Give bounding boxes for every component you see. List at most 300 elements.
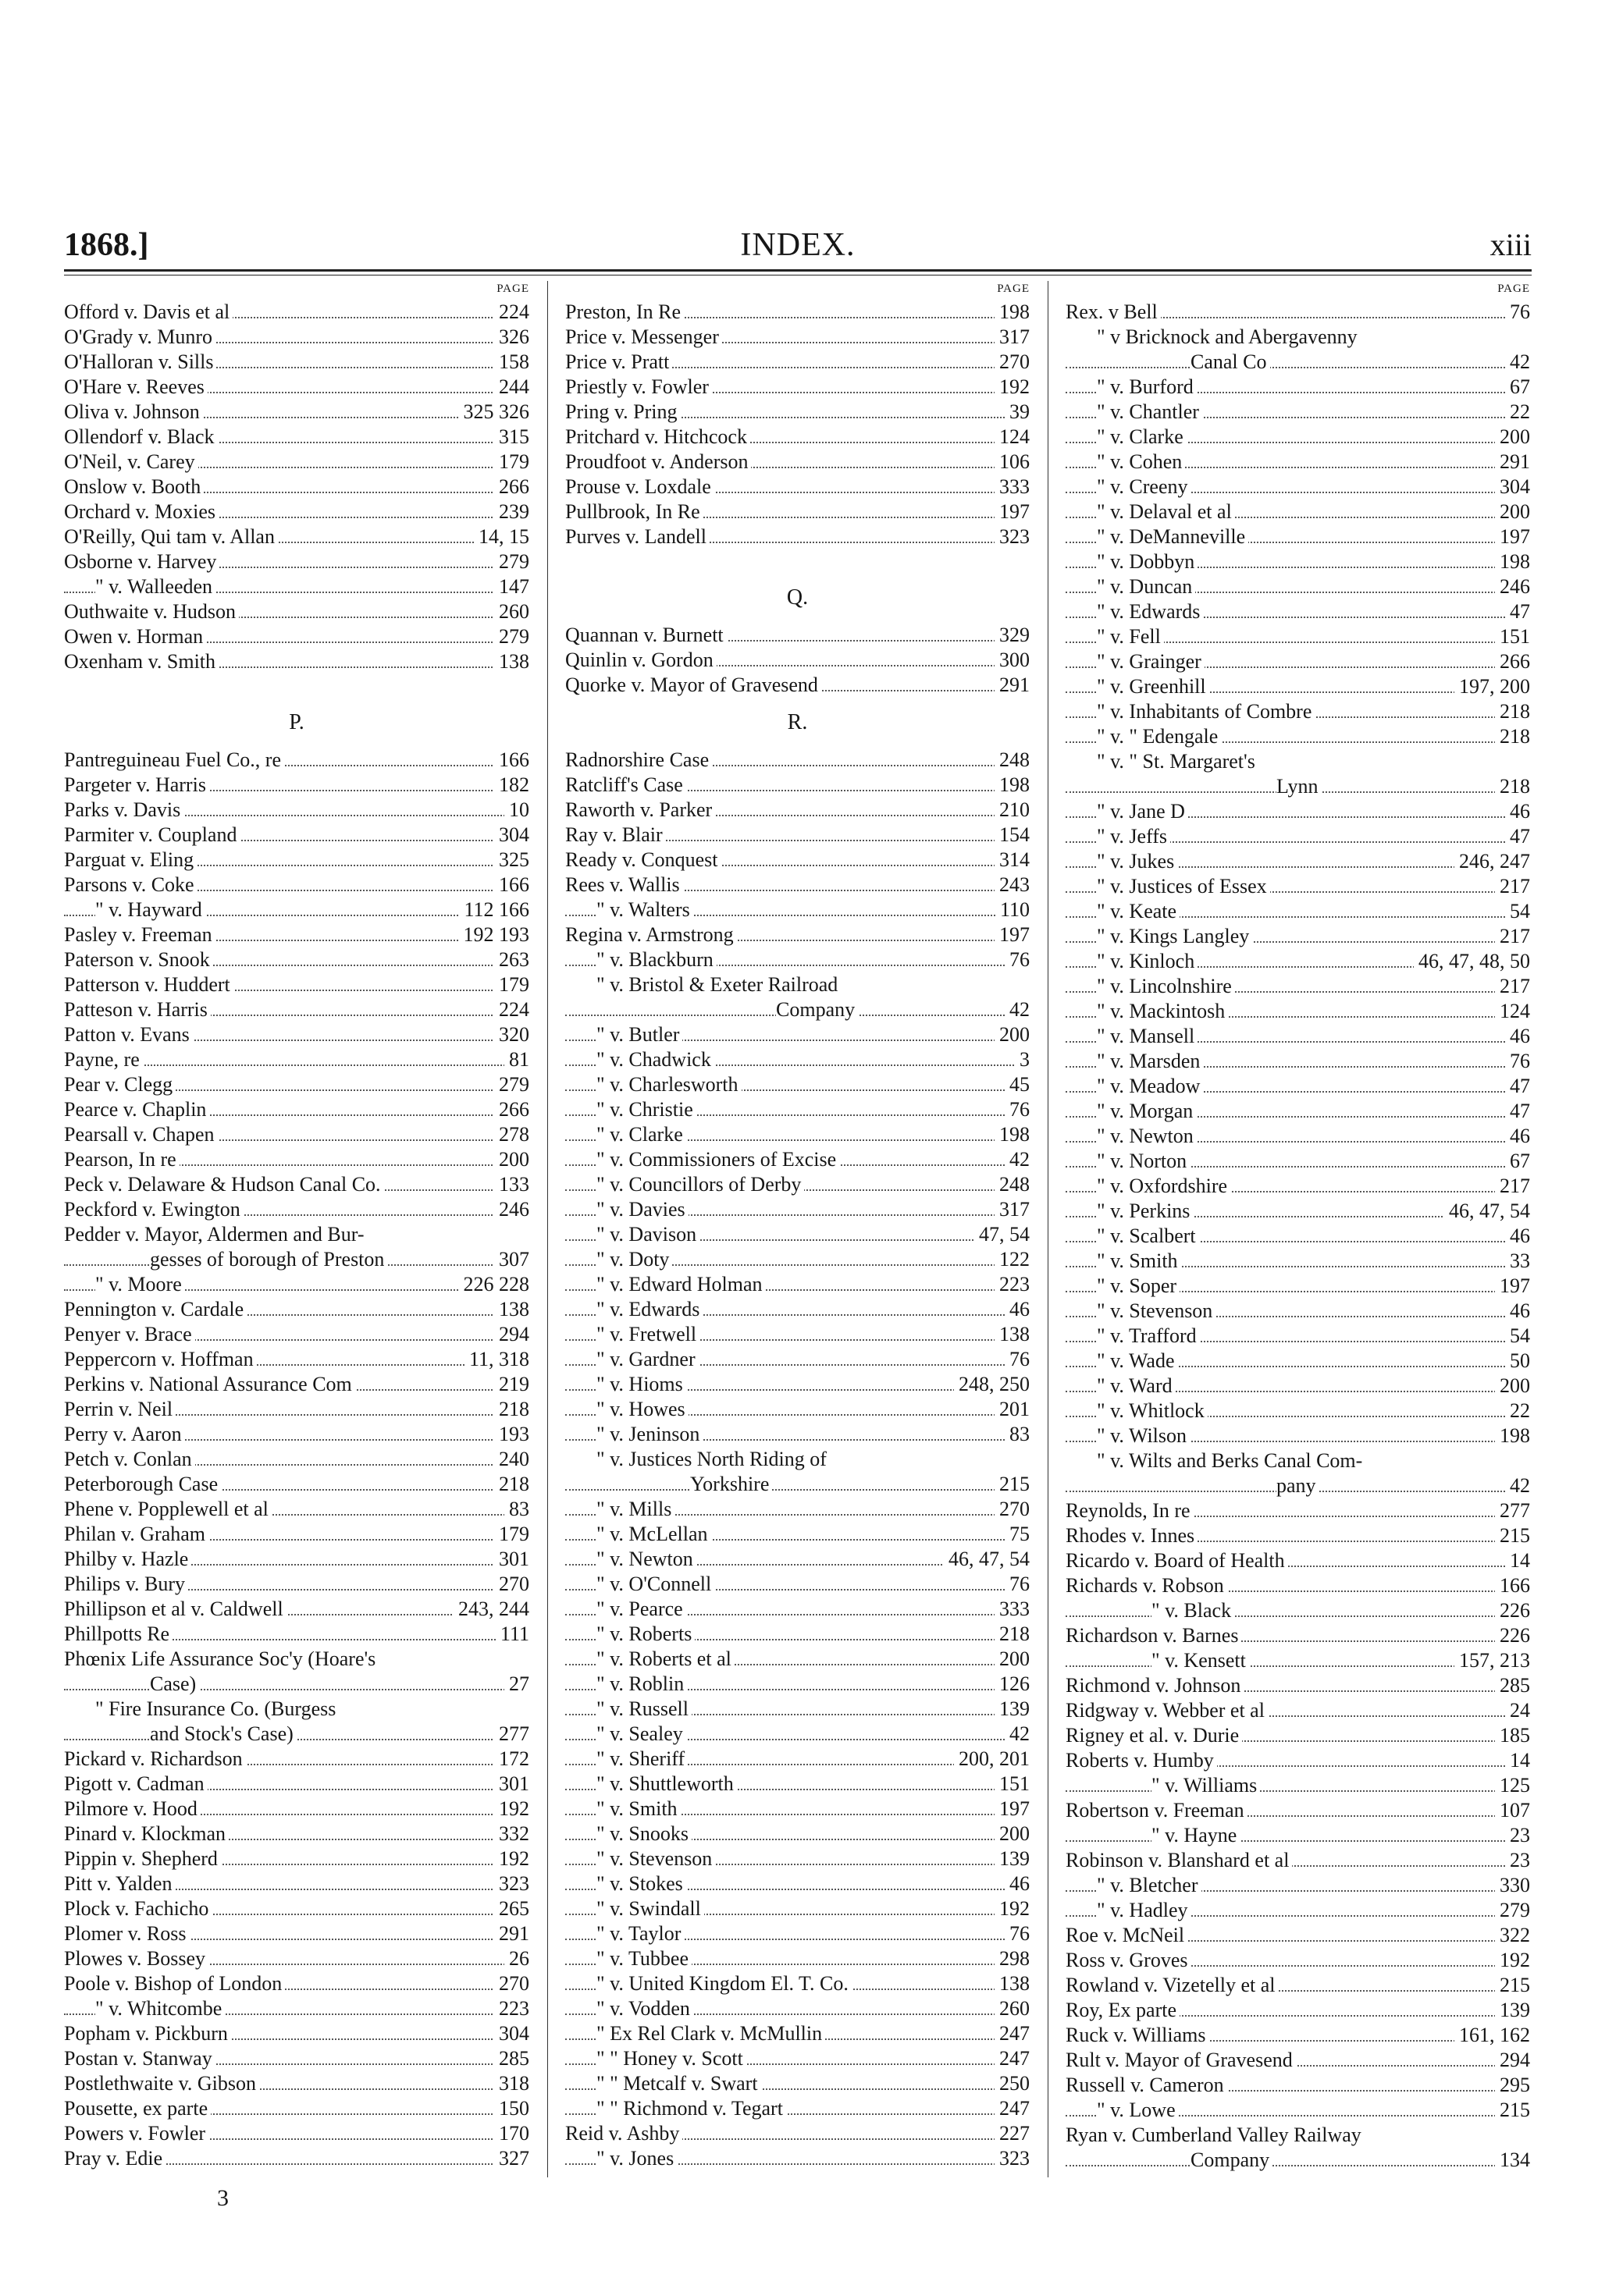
entry-page-number: 157, 213	[1454, 1648, 1530, 1673]
entry-page-number: 248, 250	[954, 1372, 1030, 1397]
index-entry	[1066, 2148, 1530, 2173]
index-entry	[565, 873, 1030, 897]
entry-case-name: Phillpotts Re	[64, 1622, 173, 1645]
entry-page-number: 218	[494, 1472, 529, 1497]
index-entry	[565, 1921, 1030, 1946]
entry-case-name: Parguat v. Eling	[64, 848, 197, 871]
page-column-label: PAGE	[997, 283, 1030, 295]
entry-case-name: " v. Oxfordshire	[1097, 1175, 1230, 1197]
index-entry	[1066, 799, 1530, 824]
page-column-label: PAGE	[1497, 283, 1530, 295]
entry-case-name: " v. Walters	[596, 898, 693, 921]
entry-case-name: Plock v. Fachicho	[64, 1897, 212, 1920]
entry-page-number: 246	[1495, 574, 1530, 599]
entry-case-name: " v. United Kingdom El. T. Co.	[596, 1972, 852, 1995]
index-entry	[565, 1197, 1030, 1222]
entry-case-name: " v. Duncan	[1097, 575, 1195, 598]
entry-page-number: 248	[995, 1172, 1030, 1197]
entry-case-name: Ollendorf v. Black	[64, 425, 218, 448]
entry-case-name: " v. Roberts	[596, 1622, 695, 1645]
index-entry	[1066, 749, 1530, 774]
entry-page-number: 243, 244	[454, 1597, 529, 1622]
entry-page-number: 332	[494, 1822, 529, 1846]
entry-page-number: 11, 318	[464, 1347, 529, 1372]
index-entry	[1066, 1573, 1530, 1598]
index-entry	[1066, 874, 1530, 899]
entry-case-name: Prouse v. Loxdale	[565, 475, 714, 498]
entry-page-number: 46	[1505, 1024, 1530, 1049]
index-entry	[1066, 1324, 1530, 1349]
index-entry	[64, 1372, 529, 1397]
entry-page-number: 327	[494, 2146, 529, 2171]
entry-page-number: 260	[494, 599, 529, 624]
entry-case-name: " v. Tubbee	[596, 1947, 692, 1970]
index-entry	[64, 1697, 529, 1722]
index-entry	[565, 350, 1030, 375]
entry-page-number: 200	[995, 1022, 1030, 1047]
entry-page-number: 166	[494, 873, 529, 897]
entry-case-name: Radnorshire Case	[565, 748, 712, 771]
entry-case-name: Pritchard v. Hitchcock	[565, 425, 750, 448]
entry-page-number: 46, 47, 54	[1444, 1199, 1530, 1224]
entry-page-number: 266	[494, 474, 529, 499]
entry-case-name: Pargeter v. Harris	[64, 773, 209, 796]
entry-case-name: " v Bricknock and Abergavenny	[1097, 325, 1361, 348]
index-entry	[565, 748, 1030, 773]
entry-page-number: 33	[1505, 1249, 1530, 1274]
entry-case-name: " v. Jeninson	[596, 1423, 703, 1445]
index-entry	[64, 1247, 529, 1272]
index-entry	[565, 1996, 1030, 2021]
entry-case-name: O'Neil, v. Carey	[64, 450, 198, 473]
entry-page-number: 83	[1005, 1422, 1030, 1447]
entry-page-number: 217	[1495, 974, 1530, 999]
index-entry	[1066, 949, 1530, 974]
entry-page-number: 151	[1495, 624, 1530, 649]
entry-page-number: 14	[1505, 1748, 1530, 1773]
entry-page-number: 218	[995, 1622, 1030, 1647]
entry-page-number: 215	[1495, 2098, 1530, 2123]
index-entry	[64, 1047, 529, 1072]
entry-case-name: pany	[1276, 1474, 1319, 1497]
entry-page-number: 291	[494, 1921, 529, 1946]
entry-page-number: 138	[995, 1322, 1030, 1347]
index-entry	[565, 325, 1030, 350]
entry-page-number: 247	[995, 2096, 1030, 2121]
entry-page-number: 244	[494, 375, 529, 400]
entry-case-name: " " Honey v. Scott	[596, 2047, 746, 2070]
entry-case-name: " v. Whitlock	[1097, 1399, 1208, 1422]
entry-case-name: " " Metcalf v. Swart	[596, 2072, 761, 2095]
entry-case-name: " v. Sheriff	[596, 1747, 688, 1770]
entry-case-name: Priestly v. Fowler	[565, 375, 712, 398]
index-entry	[565, 499, 1030, 524]
entry-page-number: 246, 247	[1454, 849, 1530, 874]
index-entry	[64, 1597, 529, 1622]
index-entry	[64, 1921, 529, 1946]
index-entry	[64, 1547, 529, 1572]
entry-case-name: Pearsall v. Chapen	[64, 1123, 218, 1146]
index-entry	[1066, 1374, 1530, 1399]
index-entry	[1066, 1898, 1530, 1923]
entry-case-name: Ryan v. Cumberland Valley Railway	[1066, 2124, 1365, 2146]
entry-page-number: 76	[1505, 1049, 1530, 1074]
entry-case-name: " v. Sealey	[596, 1722, 686, 1745]
index-entry	[1066, 599, 1530, 624]
index-entry	[64, 499, 529, 524]
index-entry	[64, 1447, 529, 1472]
spacer	[565, 549, 1030, 573]
entry-page-number: 239	[494, 499, 529, 524]
dot-leader	[64, 1739, 529, 1740]
index-entry	[565, 1772, 1030, 1797]
entry-page-number: 139	[995, 1697, 1030, 1722]
index-entry	[565, 1647, 1030, 1672]
entry-page-number: 138	[995, 1971, 1030, 1996]
entry-case-name: O'Reilly, Qui tam v. Allan	[64, 525, 278, 548]
entry-page-number: 197	[1495, 524, 1530, 549]
index-entry	[565, 300, 1030, 325]
index-entry	[565, 1272, 1030, 1297]
entry-page-number: 223	[995, 1272, 1030, 1297]
index-entry	[565, 823, 1030, 848]
entry-page-number: 198	[995, 773, 1030, 798]
entry-page-number: 151	[995, 1772, 1030, 1797]
entry-case-name: " v. Davies	[596, 1198, 689, 1221]
entry-page-number: 76	[1005, 1097, 1030, 1122]
entry-page-number: 42	[1005, 1722, 1030, 1747]
entry-page-number: 291	[995, 673, 1030, 698]
entry-case-name: Onslow v. Booth	[64, 475, 204, 498]
entry-page-number: 42	[1505, 1473, 1530, 1498]
entry-case-name: Pear v. Clegg	[64, 1073, 176, 1096]
index-entry	[565, 1747, 1030, 1772]
entry-case-name: Rees v. Wallis	[565, 873, 683, 896]
entry-page-number: 112 166	[459, 897, 529, 922]
entry-page-number: 161, 162	[1454, 2023, 1530, 2048]
entry-page-number: 226 228	[459, 1272, 530, 1297]
entry-case-name: Pippin v. Shepherd	[64, 1847, 221, 1870]
page-header	[64, 226, 1532, 273]
entry-case-name: Pring v. Pring	[565, 400, 681, 423]
index-entry	[1066, 1998, 1530, 2023]
entry-page-number: 47	[1505, 1074, 1530, 1099]
index-entry	[1066, 2073, 1530, 2098]
entry-case-name: " v. Edwards	[596, 1298, 703, 1320]
entry-case-name: " v. Wilson	[1097, 1424, 1190, 1447]
index-entry	[1066, 1548, 1530, 1573]
entry-page-number: 201	[995, 1397, 1030, 1422]
entry-case-name: " v. Stevenson	[596, 1847, 715, 1870]
entry-page-number: 198	[1495, 549, 1530, 574]
entry-page-number: 110	[995, 897, 1030, 922]
index-entry	[565, 1022, 1030, 1047]
index-entry	[1066, 474, 1530, 499]
entry-page-number: 218	[1495, 774, 1530, 799]
dot-leader	[565, 1489, 1030, 1491]
index-entry	[64, 1946, 529, 1971]
entry-page-number: 76	[1005, 947, 1030, 972]
entry-page-number: 298	[995, 1946, 1030, 1971]
entry-page-number: 326	[494, 325, 529, 350]
entry-case-name: Ruck v. Williams	[1066, 2024, 1209, 2046]
index-entry	[565, 1797, 1030, 1822]
entry-case-name: O'Halloran v. Sills	[64, 350, 216, 373]
index-entry	[64, 375, 529, 400]
entry-page-number: 147	[494, 574, 529, 599]
index-column-1	[64, 283, 529, 2171]
entry-page-number: 285	[1495, 1673, 1530, 1698]
signature-mark: 3	[217, 2185, 229, 2211]
entry-case-name: " v. Mansell	[1097, 1025, 1198, 1047]
entry-case-name: Rhodes v. Innes	[1066, 1524, 1198, 1547]
index-entry	[1066, 1099, 1530, 1124]
entry-case-name: " v. Dobbyn	[1097, 550, 1198, 573]
entry-page-number: 22	[1505, 400, 1530, 425]
entry-case-name: Phene v. Popplewell et al	[64, 1498, 272, 1520]
entry-case-name: Price v. Pratt	[565, 350, 672, 373]
entry-case-name: " v. Lowe	[1097, 2099, 1179, 2121]
entry-page-number: 200	[494, 1147, 529, 1172]
entry-page-number: 179	[494, 972, 529, 997]
entry-case-name: " v. Fell	[1097, 625, 1164, 648]
index-entry	[1066, 1948, 1530, 1973]
index-entry	[64, 1722, 529, 1747]
entry-page-number: 226	[1495, 1598, 1530, 1623]
entry-case-name: Pray v. Edie	[64, 2147, 165, 2170]
entry-case-name: Pilmore v. Hood	[64, 1797, 201, 1820]
index-entry	[565, 450, 1030, 474]
entry-case-name: " v. McLellan	[596, 1523, 711, 1545]
entry-page-number: 179	[494, 450, 529, 474]
entry-case-name: " " Richmond v. Tegart	[596, 2097, 786, 2120]
entry-case-name: " v. Newton	[596, 1548, 696, 1570]
index-entry	[64, 2096, 529, 2121]
index-entry	[565, 1097, 1030, 1122]
entry-page-number: 304	[494, 2021, 529, 2046]
entry-page-number: 46	[1505, 1124, 1530, 1149]
index-entry	[565, 2021, 1030, 2046]
index-entry	[565, 1122, 1030, 1147]
entry-case-name: Philips v. Bury	[64, 1573, 188, 1595]
index-entry	[1066, 1723, 1530, 1748]
index-entry	[1066, 824, 1530, 849]
entry-page-number: 46, 47, 54	[944, 1547, 1030, 1572]
index-entry	[1066, 1698, 1530, 1723]
entry-page-number: 285	[494, 2046, 529, 2071]
entry-page-number: 67	[1505, 375, 1530, 400]
entry-case-name: " v. Kinloch	[1097, 950, 1198, 972]
entry-page-number: 197	[1495, 1274, 1530, 1299]
index-entry	[1066, 624, 1530, 649]
entry-page-number: 266	[1495, 649, 1530, 674]
index-entry	[1066, 574, 1530, 599]
header-year: 1868.]	[64, 227, 149, 263]
entry-case-name: " v. Jones	[596, 2147, 677, 2170]
index-entry	[565, 375, 1030, 400]
index-entry	[64, 1797, 529, 1822]
entry-case-name: Oliva v. Johnson	[64, 400, 203, 423]
entry-case-name: Pickard v. Richardson	[64, 1747, 246, 1770]
entry-page-number: 14, 15	[474, 524, 529, 549]
entry-page-number: 42	[1005, 1147, 1030, 1172]
index-entry	[64, 1647, 529, 1672]
entry-case-name: Parmiter v. Coupland	[64, 823, 240, 846]
entry-page-number: 304	[1495, 474, 1530, 499]
dot-leader	[1066, 1840, 1530, 1842]
entry-page-number: 197	[995, 1797, 1030, 1822]
entry-case-name: Yorkshire	[690, 1473, 772, 1495]
index-entry	[1066, 1798, 1530, 1823]
index-entry	[565, 1397, 1030, 1422]
entry-page-number: 277	[494, 1722, 529, 1747]
entry-case-name: " v. Chadwick	[596, 1048, 714, 1071]
entry-case-name: Rex. v Bell	[1066, 300, 1161, 323]
entry-case-name: Philby v. Hazle	[64, 1548, 191, 1570]
entry-case-name: " v. Kings Langley	[1097, 925, 1252, 947]
entry-case-name: Philan v. Graham	[64, 1523, 208, 1545]
entry-case-name: " v. Ward	[1097, 1374, 1176, 1397]
entry-case-name: Popham v. Pickburn	[64, 2022, 231, 2045]
index-entry	[64, 325, 529, 350]
entry-case-name: " v. Keate	[1097, 900, 1180, 922]
index-entry	[64, 873, 529, 897]
entry-page-number: 182	[494, 773, 529, 798]
entry-page-number: 45	[1005, 1072, 1030, 1097]
entry-page-number: 81	[504, 1047, 529, 1072]
index-entry	[565, 1846, 1030, 1871]
entry-page-number: 197	[995, 922, 1030, 947]
entry-page-number: 217	[1495, 1174, 1530, 1199]
entry-page-number: 277	[1495, 1498, 1530, 1523]
index-entry	[1066, 974, 1530, 999]
index-entry	[64, 773, 529, 798]
index-entry	[64, 1472, 529, 1497]
entry-case-name: Pinard v. Klockman	[64, 1822, 229, 1845]
entry-case-name: Ricardo v. Board of Health	[1066, 1549, 1288, 1572]
entry-page-number: 217	[1495, 924, 1530, 949]
index-entry	[64, 1197, 529, 1222]
index-entry	[1066, 524, 1530, 549]
entry-case-name: " v. Russell	[596, 1697, 692, 1720]
column-divider	[547, 281, 548, 2177]
entry-page-number: 200	[995, 1647, 1030, 1672]
entry-case-name: " v. Charlesworth	[596, 1073, 742, 1096]
entry-case-name: Russell v. Cameron	[1066, 2074, 1227, 2096]
entry-case-name: Patton v. Evans	[64, 1023, 193, 1046]
entry-case-name: " v. Edward Holman	[596, 1273, 766, 1295]
index-entry	[64, 1747, 529, 1772]
entry-case-name: Plomer v. Ross	[64, 1922, 190, 1945]
entry-case-name: Postan v. Stanway	[64, 2047, 215, 2070]
index-entry	[64, 972, 529, 997]
entry-case-name: " v. Stevenson	[1097, 1299, 1215, 1322]
index-entry	[64, 1672, 529, 1697]
entry-case-name: " v. Delaval et al	[1097, 500, 1235, 523]
entry-case-name: Penyer v. Brace	[64, 1323, 195, 1345]
index-entry	[1066, 350, 1530, 375]
index-column-3	[1066, 283, 1530, 2173]
entry-page-number: 247	[995, 2021, 1030, 2046]
index-entry	[1066, 1024, 1530, 1049]
entry-page-number: 270	[494, 1971, 529, 1996]
entry-page-number: 323	[995, 524, 1030, 549]
entry-case-name: Ratcliff's Case	[565, 773, 686, 796]
entry-page-number: 192 193	[459, 922, 530, 947]
entry-case-name: Richards v. Robson	[1066, 1574, 1227, 1597]
index-entry	[64, 599, 529, 624]
index-entry	[64, 2021, 529, 2046]
index-entry	[1066, 1923, 1530, 1948]
entry-case-name: Pousette, ex parte	[64, 2097, 211, 2120]
entry-case-name: Pasley v. Freeman	[64, 923, 215, 946]
entry-page-number: 243	[995, 873, 1030, 897]
page-column-label: PAGE	[496, 283, 529, 295]
entry-case-name: " v. Moore	[95, 1273, 185, 1295]
index-entry	[64, 1322, 529, 1347]
entry-case-name: Owen v. Horman	[64, 625, 206, 648]
index-entry	[1066, 1823, 1530, 1848]
entry-case-name: " v. Christie	[596, 1098, 696, 1121]
entry-case-name: Quinlin v. Gordon	[565, 649, 717, 671]
entry-page-number: 200, 201	[954, 1747, 1030, 1772]
entry-case-name: " v. Meadow	[1097, 1075, 1203, 1097]
entry-case-name: " v. Wilts and Berks Canal Com-	[1097, 1449, 1365, 1472]
page-numeral: xiii	[1489, 227, 1532, 262]
entry-case-name: " v. Hayward	[95, 898, 205, 921]
entry-page-number: 107	[1495, 1798, 1530, 1823]
index-entry	[64, 1147, 529, 1172]
entry-page-number: 26	[504, 1946, 529, 1971]
entry-case-name: " v. Taylor	[596, 1922, 684, 1945]
entry-page-number: 270	[995, 350, 1030, 375]
entry-page-number: 200	[1495, 425, 1530, 450]
entry-case-name: Outhwaite v. Hudson	[64, 600, 239, 623]
entry-page-number: 76	[1505, 300, 1530, 325]
entry-case-name: Orchard v. Moxies	[64, 500, 219, 523]
entry-case-name: Ross v. Groves	[1066, 1949, 1190, 1971]
index-entry	[64, 798, 529, 823]
index-entry	[1066, 1299, 1530, 1324]
entry-case-name: Payne, re	[64, 1048, 143, 1071]
entry-case-name: " v. " St. Margaret's	[1097, 750, 1258, 773]
entry-page-number: 46	[1005, 1297, 1030, 1322]
entry-case-name: Richmond v. Johnson	[1066, 1674, 1244, 1697]
entry-page-number: 42	[1505, 350, 1530, 375]
entry-page-number: 226	[1495, 1623, 1530, 1648]
entry-page-number: 198	[995, 1122, 1030, 1147]
entry-case-name: " v. Smith	[1097, 1249, 1181, 1272]
entry-page-number: 83	[504, 1497, 529, 1522]
entry-case-name: " v. Hioms	[596, 1373, 686, 1395]
index-entry	[1066, 2048, 1530, 2073]
index-entry	[64, 1122, 529, 1147]
entry-page-number: 301	[494, 1547, 529, 1572]
entry-case-name: Phillipson et al v. Caldwell	[64, 1598, 287, 1620]
index-entry	[1066, 1124, 1530, 1149]
entry-case-name: Oxenham v. Smith	[64, 650, 219, 673]
entry-case-name: " v. Creeny	[1097, 475, 1191, 498]
entry-case-name: Robertson v. Freeman	[1066, 1799, 1247, 1822]
entry-page-number: 320	[494, 1022, 529, 1047]
entry-page-number: 200	[995, 1822, 1030, 1846]
entry-page-number: 323	[494, 1871, 529, 1896]
entry-case-name: Rowland v. Vizetelly et al	[1066, 1974, 1278, 1996]
index-entry	[1066, 1423, 1530, 1448]
index-entry	[565, 623, 1030, 648]
entry-page-number: 193	[494, 1422, 529, 1447]
index-entry	[565, 1547, 1030, 1572]
